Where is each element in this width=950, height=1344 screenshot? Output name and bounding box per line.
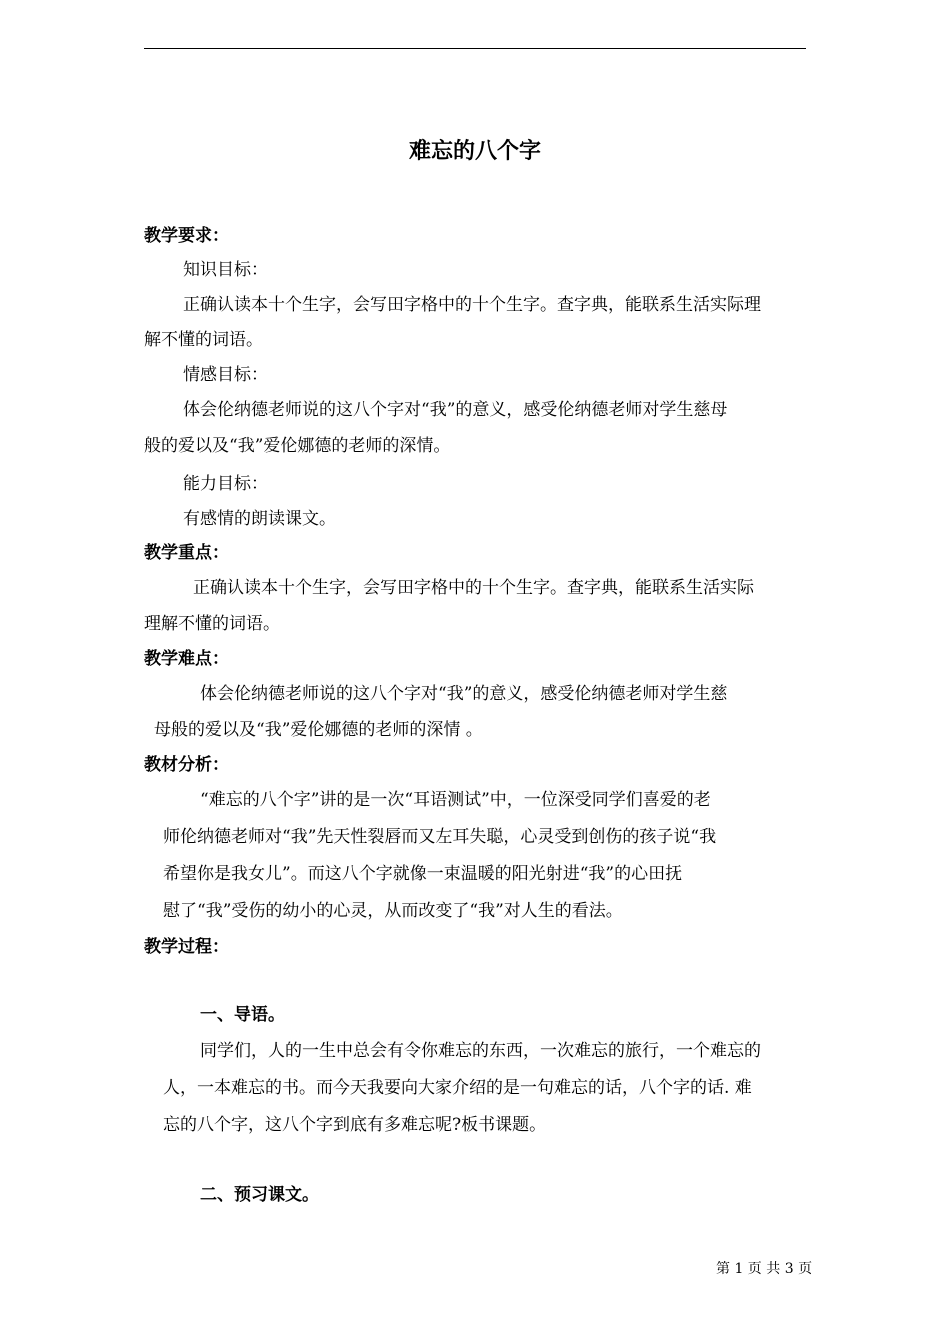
analysis-heading: 教材分析： — [144, 755, 229, 775]
difficulties-text: 母般的爱以及“我”爱伦娜德的老师的深情 。 — [154, 720, 483, 740]
key-points-text: 理解不懂的词语。 — [144, 614, 280, 634]
difficulties-text: 体会伦纳德老师说的这八个字对“我”的意义，感受伦纳德老师对学生慈 — [200, 684, 728, 704]
section-text: 忘的八个字，这八个字到底有多难忘呢?板书课题。 — [163, 1115, 547, 1135]
analysis-text: 师伦纳德老师对“我”先天性裂唇而又左耳失聪，心灵受到创伤的孩子说“我 — [163, 827, 717, 847]
emotion-goal-text: 般的爱以及“我”爱伦娜德的老师的深情。 — [144, 436, 451, 456]
section-text: 人，一本难忘的书。而今天我要向大家介绍的是一句难忘的话，八个字的话. 难 — [163, 1078, 752, 1098]
header-rule — [144, 48, 806, 49]
section-text: 同学们，人的一生中总会有令你难忘的东西，一次难忘的旅行，一个难忘的 — [200, 1041, 761, 1061]
knowledge-goal-label: 知识目标： — [183, 260, 268, 280]
emotion-goal-text: 体会伦纳德老师说的这八个字对“我”的意义，感受伦纳德老师对学生慈母 — [183, 400, 728, 420]
ability-goal-text: 有感情的朗读课文。 — [183, 509, 336, 529]
page-number: 第 1 页 共 3 页 — [716, 1261, 813, 1277]
section-heading: 二、预习课文。 — [200, 1185, 319, 1205]
ability-goal-label: 能力目标： — [183, 474, 268, 494]
key-points-text: 正确认读本十个生字，会写田字格中的十个生字。查字典，能联系生活实际 — [193, 578, 754, 598]
process-heading: 教学过程： — [144, 937, 229, 957]
analysis-text: 希望你是我女儿”。而这八个字就像一束温暖的阳光射进“我”的心田抚 — [163, 864, 683, 884]
section-heading: 一、导语。 — [200, 1005, 285, 1025]
requirements-heading: 教学要求： — [144, 226, 229, 246]
analysis-text: “难忘的八个字”讲的是一次“耳语测试”中，一位深受同学们喜爱的老 — [200, 790, 711, 810]
key-points-heading: 教学重点： — [144, 543, 229, 563]
knowledge-goal-text: 正确认读本十个生字，会写田字格中的十个生字。查字典，能联系生活实际理 — [183, 295, 761, 315]
difficulties-heading: 教学难点： — [144, 649, 229, 669]
knowledge-goal-text: 解不懂的词语。 — [144, 330, 263, 350]
document-title: 难忘的八个字 — [408, 138, 541, 164]
emotion-goal-label: 情感目标： — [183, 365, 268, 385]
analysis-text: 慰了“我”受伤的幼小的心灵，从而改变了“我”对人生的看法。 — [163, 901, 623, 921]
